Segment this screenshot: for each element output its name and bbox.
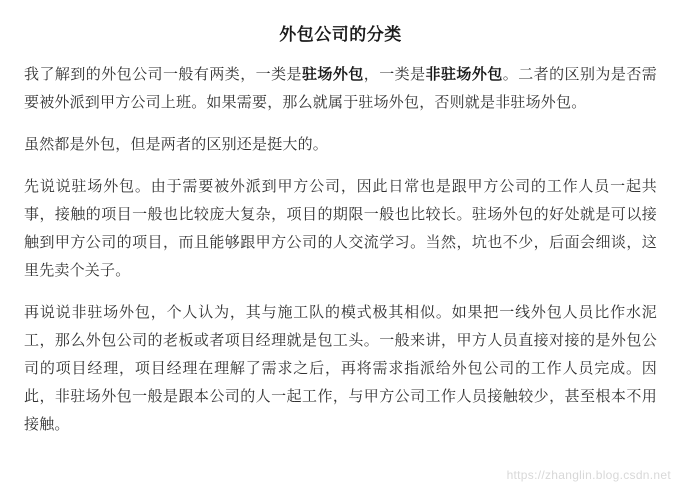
body-text: 先说说驻场外包。由于需要被外派到甲方公司，因此日常也是跟甲方公司的工作人员一起共事，接触的项目一般也比较庞大复杂，项目的期限一般也比较长。驻场外包的好处就是可以接触到甲方公司的项目，而且能够跟甲方公司的人交流学习。当然，坑也不少，后面会细谈，这里先卖个关子。 [24, 178, 657, 279]
body-text: 虽然都是外包，但是两者的区别还是挺大的。 [24, 136, 329, 153]
paragraph [24, 173, 657, 285]
emphasis-text: 非驻场外包 [425, 66, 503, 83]
watermark-text: https://zhanglin.blog.csdn.net [506, 468, 671, 482]
paragraph-list [24, 61, 657, 439]
body-text: 。二者的区别为是否需要被外派到甲方公司上班。如果需要，那么就属于驻场外包，否则就是非驻场外包。 [24, 66, 657, 111]
paragraph [24, 61, 657, 117]
paragraph [24, 299, 657, 439]
body-text: 我了解到的外包公司一般有两类，一类是 [24, 66, 302, 83]
paragraph [24, 131, 657, 159]
emphasis-text: 驻场外包 [301, 66, 364, 83]
page-title: 外包公司的分类 [279, 25, 402, 44]
body-text: 再说说非驻场外包，个人认为，其与施工队的模式极其相似。如果把一线外包人员比作水泥工，那么外包公司的老板或者项目经理就是包工头。一般来讲，甲方人员直接对接的是外包公司的项目经理，项目经理在理解了需求之后，再将需求指派给外包公司的工作人员完成。因此，非驻场外包一般是跟本公司的人一起工作，与甲方公司工作人员接触较少，甚至根本不用接触。 [24, 304, 657, 433]
body-text: ，一类是 [363, 66, 426, 83]
